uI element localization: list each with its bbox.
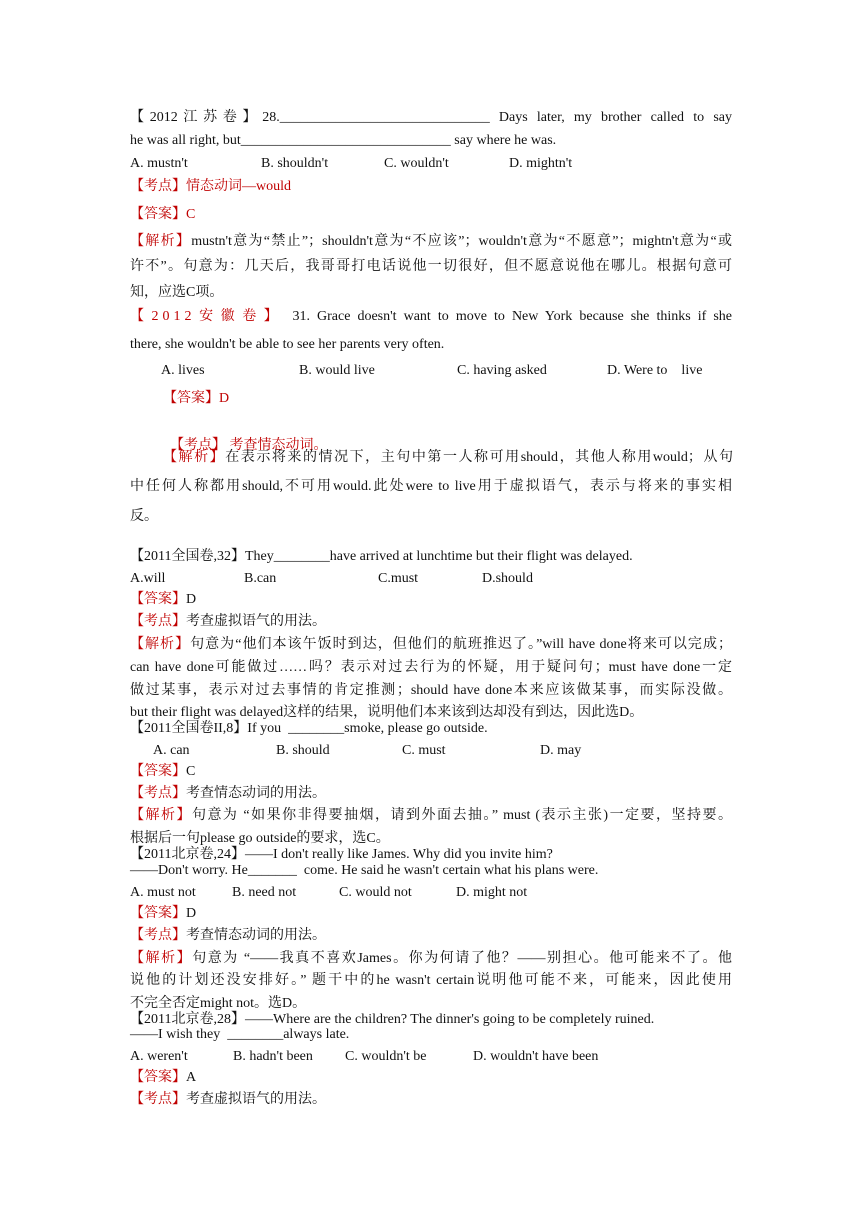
q6-option-b: B. hadn't been [233,1049,313,1064]
q2-analysis-line2: 中任何人称都用should,不可用would.此处were to live用于虚拟语气，表示与将来的事实相 [130,479,732,494]
daan-label: 【答案】 [163,391,219,406]
q3-answer [130,591,732,609]
q2-option-c: C. having asked [457,363,547,378]
q1-analysis-line2: 许不”。句意为：几天后，我哥哥打电话说他一切很好，但不愿意说他在哪儿。根据句意可 [130,259,732,274]
q2-analysis-line3: 反。 [130,509,158,524]
q5-option-c: C. would not [339,885,412,900]
q5-stem-line1: 【2011北京卷,24】——I don't really like James. Why did you invite him? [130,847,553,862]
jiexi-label: 【解析】 [130,234,192,249]
q5-analysis-line3: 不完全否定might not。选D。 [130,996,307,1011]
q2-answer [163,390,733,408]
daan-label: 【答案】 [130,592,186,607]
q2-stem-line2: there, she wouldn't be able to see her parents very often. [130,337,445,352]
q1-answer-value: C [186,207,196,222]
q4-kaodian-text: 考查情态动词的用法。 [186,786,326,801]
q5-analysis-line2: 说他的计划还没安排好。” 题干中的he wasn't certain说明他可能不来，可能来，因此使用 [130,973,732,988]
q1-kaodian-text: 情态动词—would [186,179,291,194]
q6-stem-line2: ——I wish they ________always late. [130,1027,350,1042]
q5-analysis-text1: 句意为 “——我真不喜欢James。你为何请了他？——别担心。他可能来不了。他 [192,951,732,966]
jiexi-label: 【解析】 [130,637,191,652]
q2-source-tag: 【2012安徽卷】 [130,309,286,324]
q3-option-a: A.will [130,571,166,586]
kaodian-label: 【考点】 [130,928,186,943]
q2-analysis-text1: 在表示将来的情况下，主句中第一人称可用should，其他人称用would；从句 [225,450,734,465]
q4-option-b: B. should [276,743,330,758]
q2-option-b: B. would live [299,363,375,378]
q4-kaodian [130,785,732,803]
q6-kaodian [130,1091,732,1109]
q6-stem-line1: 【2011北京卷,28】——Where are the children? The dinner's going to be completely ruined. [130,1012,655,1027]
q3-option-b: B.can [244,571,277,586]
q1-answer [130,206,732,224]
q2-option-a: A. lives [161,363,205,378]
q4-analysis-line1 [130,807,732,825]
q4-stem-line1: 【2011全国卷II,8】If you ________smoke, please go outside. [130,721,488,736]
q6-option-d: D. wouldn't have been [473,1049,599,1064]
q3-kaodian-text: 考查虚拟语气的用法。 [186,614,326,629]
q3-stem-line1: 【2011全国卷,32】They________have arrived at lunchtime but their flight was delayed. [130,549,633,564]
kaodian-label: 【考点】 [130,179,186,194]
q4-option-a: A. can [153,743,190,758]
q6-kaodian-text: 考查虚拟语气的用法。 [186,1092,326,1107]
q1-option-d: D. mightn't [509,156,573,171]
q1-analysis-line1 [130,233,732,251]
q1-option-b: B. shouldn't [261,156,329,171]
q4-option-d: D. may [540,743,582,758]
q6-answer [130,1069,732,1087]
q5-kaodian [130,927,732,945]
q2-stem-text: 31. Grace doesn't want to move to New York because she thinks if she [292,309,733,324]
q5-option-b: B. need not [232,885,297,900]
daan-label: 【答案】 [130,764,186,779]
q6-option-a: A. weren't [130,1049,188,1064]
kaodian-label: 【考点】 [170,438,226,453]
q4-analysis-text1: 句意为 “如果你非得要抽烟，请到外面去抽。” must (表示主张)一定要，坚持要。 [191,808,732,823]
q3-option-d: D.should [482,571,533,586]
q5-stem-line2: ——Don't worry. He_______ come. He said he wasn't certain what his plans were. [130,863,599,878]
q2-stem-line1 [130,308,732,326]
q3-answer-value: D [186,592,197,607]
q4-option-c: C. must [402,743,446,758]
q4-answer [130,763,732,781]
q5-answer-value: D [186,906,197,921]
kaodian-label: 【考点】 [130,1092,186,1107]
q6-answer-value: A [186,1070,197,1085]
q5-analysis-line1 [130,950,732,968]
q3-analysis-line4: but their flight was delayed这样的结果，说明他们本来该到达却没有到达，因此选D。 [130,705,644,720]
q1-option-c: C. wouldn't [384,156,449,171]
q2-answer-value: D [219,391,230,406]
q5-option-a: A. must not [130,885,196,900]
kaodian-label: 【考点】 [130,614,186,629]
q2-analysis-line1 [163,449,733,467]
q3-analysis-text1: 句意为“他们本该午饭时到达，但他们的航班推迟了。”will have done将来可以完成； [190,637,732,652]
jiexi-label: 【解析】 [130,808,192,823]
q1-analysis-line3: 知，应选C项。 [130,285,224,300]
q1-stem-line2: he was all right, but______________________________ say where he was. [130,133,557,148]
q3-kaodian [130,613,732,631]
q1-option-a: A. mustn't [130,156,188,171]
q4-answer-value: C [186,764,196,779]
jiexi-label: 【解析】 [163,450,226,465]
daan-label: 【答案】 [130,906,186,921]
daan-label: 【答案】 [130,207,186,222]
q2-kaodian-text: 考查情态动词。 [226,438,328,453]
q4-analysis-line2: 根据后一句please go outside的要求，选C。 [130,831,390,846]
q3-analysis-line3: 做过某事，表示对过去事情的肯定推测；should have done本来应该做某事，而实际没做。 [130,683,732,698]
q5-answer [130,905,732,923]
q3-analysis-line2: can have done可能做过……吗？表示对过去行为的怀疑，用于疑问句；must have done一定 [130,660,732,675]
q5-option-d: D. might not [456,885,528,900]
q5-kaodian-text: 考查情态动词的用法。 [186,928,326,943]
q6-option-c: C. wouldn't be [345,1049,427,1064]
q3-analysis-line1 [130,636,732,654]
q1-kaodian [130,178,732,196]
daan-label: 【答案】 [130,1070,186,1085]
q1-stem-line1: 【2012江苏卷】28.______________________________ Days later, my brother called to say [130,110,732,125]
kaodian-label: 【考点】 [130,786,186,801]
jiexi-label: 【解析】 [130,951,193,966]
q3-option-c: C.must [378,571,419,586]
q1-analysis-text1: mustn't意为“禁止”；shouldn't意为“不应该”；wouldn't意为“不愿意”；mightn't意为“或 [191,234,732,249]
q2-option-d: D. Were to live [607,363,703,378]
